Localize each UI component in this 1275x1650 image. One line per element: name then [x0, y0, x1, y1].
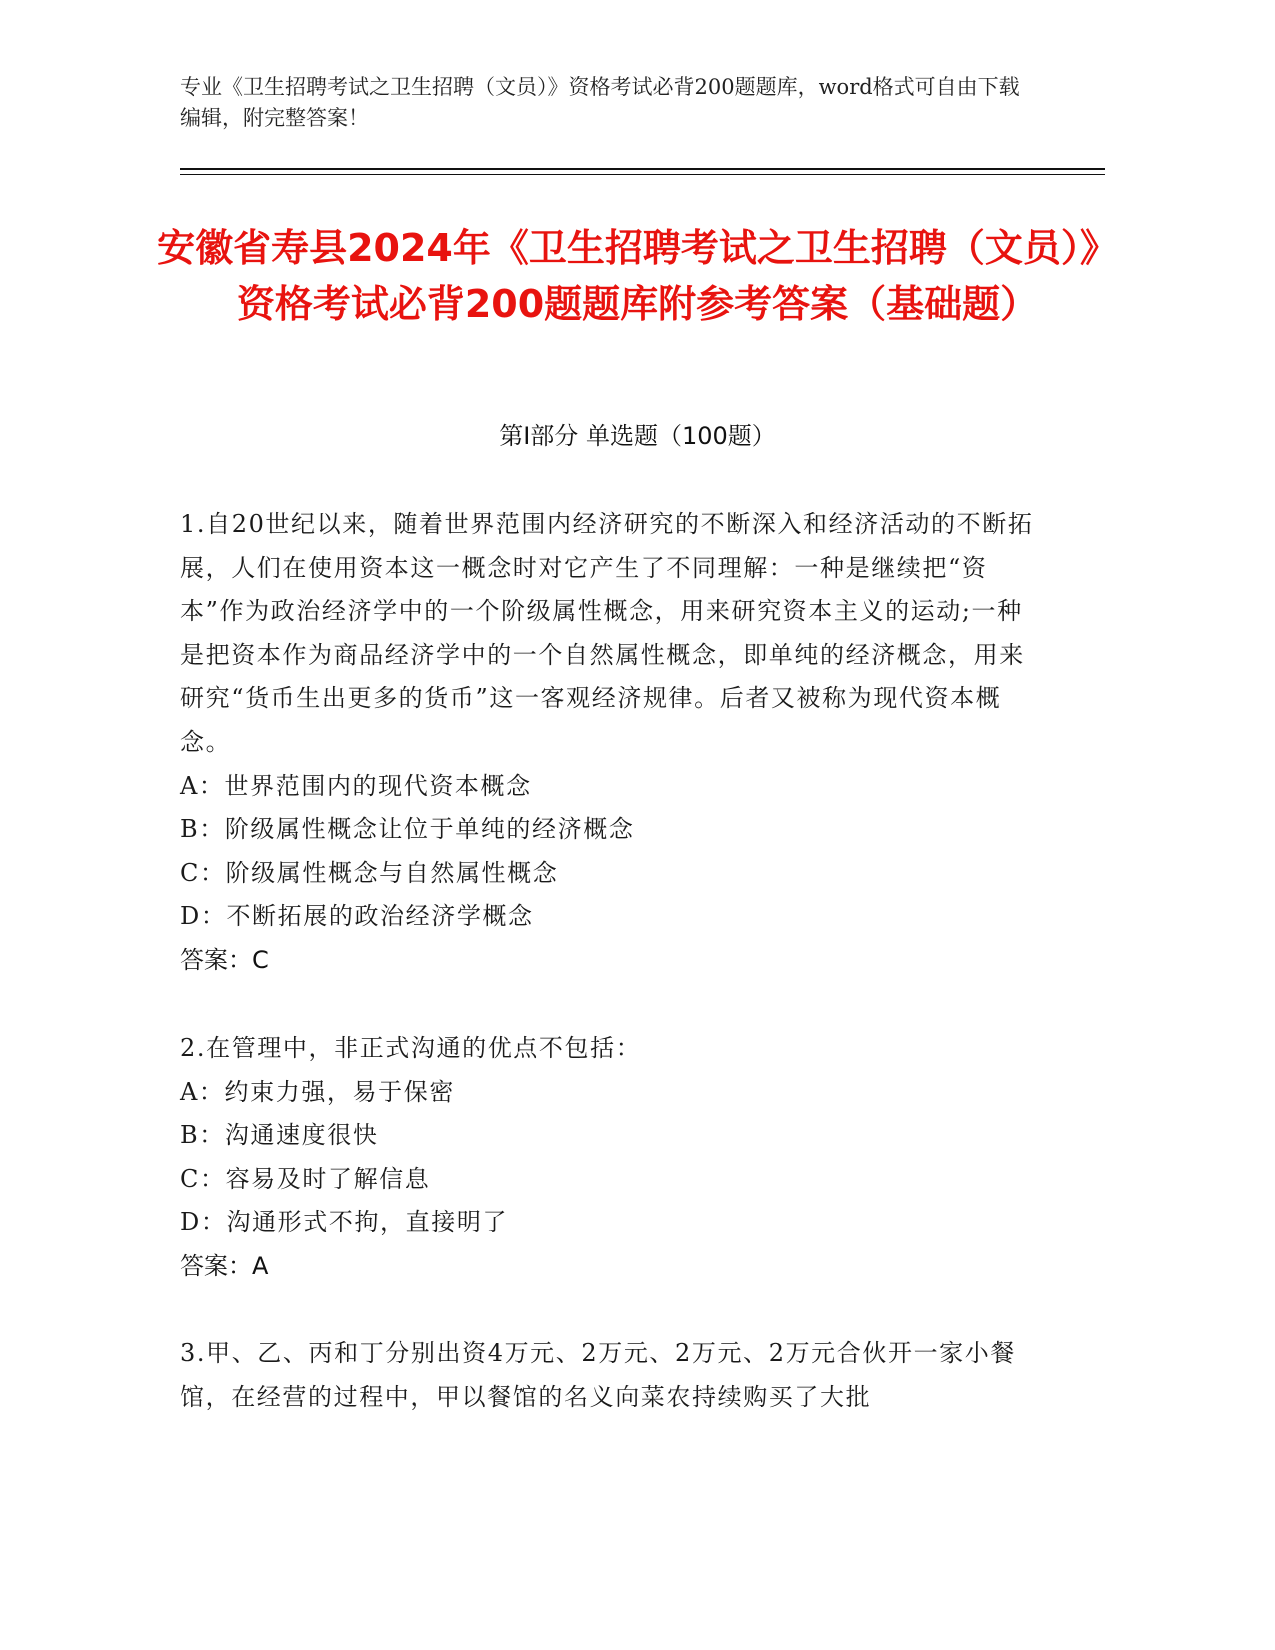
question-stem: 2.在管理中，非正式沟通的优点不包括： — [180, 1034, 642, 1062]
question-3 — [180, 1332, 1040, 1419]
section-title: 第I部分 单选题（100题） — [499, 422, 776, 450]
option-a: A：世界范围内的现代资本概念 — [180, 771, 532, 800]
option-b: B：阶级属性概念让位于单纯的经济概念 — [180, 815, 635, 844]
answer: 答案：A — [180, 1251, 269, 1280]
option-c: C：容易及时了解信息 — [180, 1164, 431, 1193]
option-d: D：不断拓展的政治经济学概念 — [180, 902, 534, 931]
header-divider-thin — [180, 174, 1105, 175]
question-1 — [180, 503, 1040, 983]
option-c: C：阶级属性概念与自然属性概念 — [180, 858, 559, 887]
header-note: 专业《卫生招聘考试之卫生招聘（文员）》资格考试必背200题题库，word格式可自由下载编辑，附完整答案！ — [180, 75, 1020, 130]
option-b: B：沟通速度很快 — [180, 1121, 379, 1150]
answer: 答案：C — [180, 945, 269, 974]
document-title: 安徽省寿县2024年《卫生招聘考试之卫生招聘（文员）》资格考试必背200题题库附参考答案（基础题） — [157, 226, 1118, 326]
header-divider — [180, 168, 1105, 170]
question-stem: 1.自20世纪以来，随着世界范围内经济研究的不断深入和经济活动的不断拓展，人们在使用资本这一概念时对它产生了不同理解：一种是继续把“资本”作为政治经济学中的一个阶级属性概念，用来研究资本主义的运动;一种是把资本作为商品经济学中的一个自然属性概念，即单纯的经济概念，用来研究“货币生出更多的货币”这一客观经济规律。后者又被称为现代资本概念。 — [180, 510, 1034, 756]
option-a: A：约束力强，易于保密 — [180, 1077, 455, 1106]
question-2 — [180, 1027, 1040, 1289]
option-d: D：沟通形式不拘，直接明了 — [180, 1208, 509, 1237]
question-stem: 3.甲、乙、丙和丁分别出资4万元、2万元、2万元、2万元合伙开一家小餐馆，在经营的过程中，甲以餐馆的名义向菜农持续购买了大批 — [180, 1339, 1016, 1411]
